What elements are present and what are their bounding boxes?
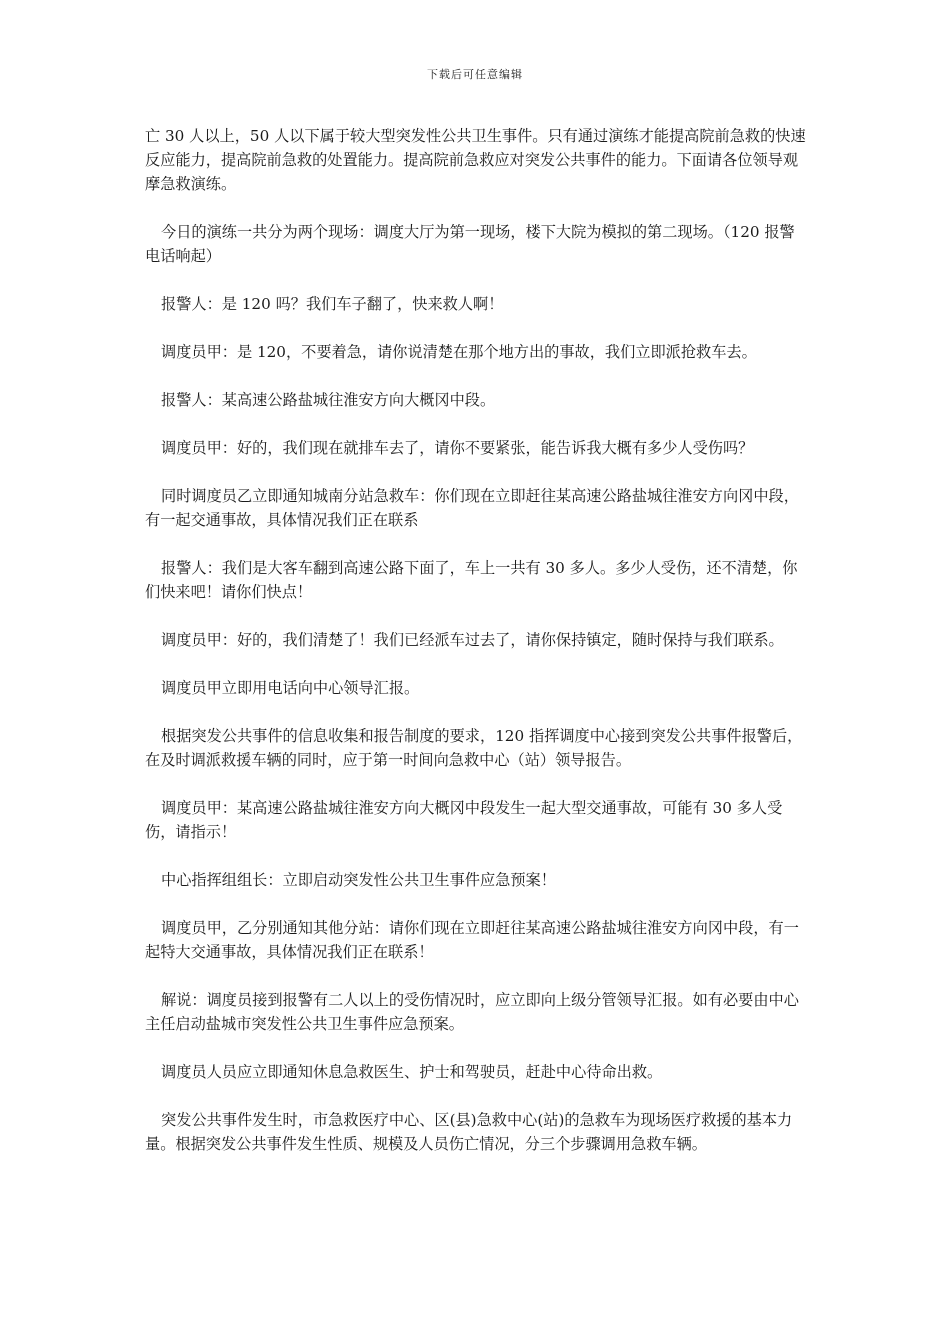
paragraph: 调度员甲：好的，我们现在就排车去了，请你不要紧张，能告诉我大概有多少人受伤吗？ bbox=[161, 439, 754, 457]
paragraph: 解说：调度员接到报警有二人以上的受伤情况时，应立即向上级分管领导汇报。如有必要由中心主任启动盐城市突发性公共卫生事件应急预案。 bbox=[145, 991, 799, 1033]
paragraph: 报警人：是 120 吗？我们车子翻了，快来救人啊！ bbox=[161, 295, 504, 313]
paragraph: 调度员甲立即用电话向中心领导汇报。 bbox=[161, 679, 420, 697]
paragraph: 调度员甲：好的，我们清楚了！我们已经派车过去了，请你保持镇定，随时保持与我们联系。 bbox=[161, 631, 784, 649]
paragraph: 报警人：某高速公路盐城往淮安方向大概冈中段。 bbox=[161, 391, 496, 409]
paragraph: 调度员甲：是 120，不要着急，请你说清楚在那个地方出的事故，我们立即派抢救车去。 bbox=[161, 343, 757, 361]
paragraph: 调度员甲，乙分别通知其他分站：请你们现在立即赶往某高速公路盐城往淮安方向冈中段，有一起特大交通事故，具体情况我们正在联系！ bbox=[145, 919, 799, 961]
paragraph: 根据突发公共事件的信息收集和报告制度的要求，120 指挥调度中心接到突发公共事件报警后，在及时调派救援车辆的同时，应于第一时间向急救中心（站）领导报告。 bbox=[145, 727, 803, 769]
paragraph: 中心指挥组组长：立即启动突发性公共卫生事件应急预案！ bbox=[161, 871, 556, 889]
page-header-note: 下载后可任意编辑 bbox=[427, 68, 523, 81]
paragraph: 同时调度员乙立即通知城南分站急救车：你们现在立即赶往某高速公路盐城往淮安方向冈中段，有一起交通事故，具体情况我们正在联系 bbox=[145, 487, 799, 529]
paragraph: 亡 30 人以上，50 人以下属于较大型突发性公共卫生事件。只有通过演练才能提高院前急救的快速反应能力，提高院前急救的处置能力。提高院前急救应对突发公共事件的能力。下面请各位领导观摩急救演练。 bbox=[145, 127, 806, 193]
paragraph: 今日的演练一共分为两个现场：调度大厅为第一现场，楼下大院为模拟的第二现场。（120 报警电话响起） bbox=[145, 223, 795, 265]
paragraph: 调度员甲：某高速公路盐城往淮安方向大概冈中段发生一起大型交通事故，可能有 30 多人受伤，请指示！ bbox=[145, 799, 783, 841]
paragraph: 报警人：我们是大客车翻到高速公路下面了，车上一共有 30 多人。多少人受伤，还不清楚，你们快来吧！请你们快点！ bbox=[145, 559, 798, 601]
document-body bbox=[145, 124, 807, 1180]
paragraph: 调度员人员应立即通知休息急救医生、护士和驾驶员，赶赴中心待命出救。 bbox=[161, 1063, 663, 1081]
paragraph: 突发公共事件发生时，市急救医疗中心、区(县)急救中心(站)的急救车为现场医疗救援的基本力量。根据突发公共事件发生性质、规模及人员伤亡情况，分三个步骤调用急救车辆。 bbox=[145, 1111, 793, 1153]
